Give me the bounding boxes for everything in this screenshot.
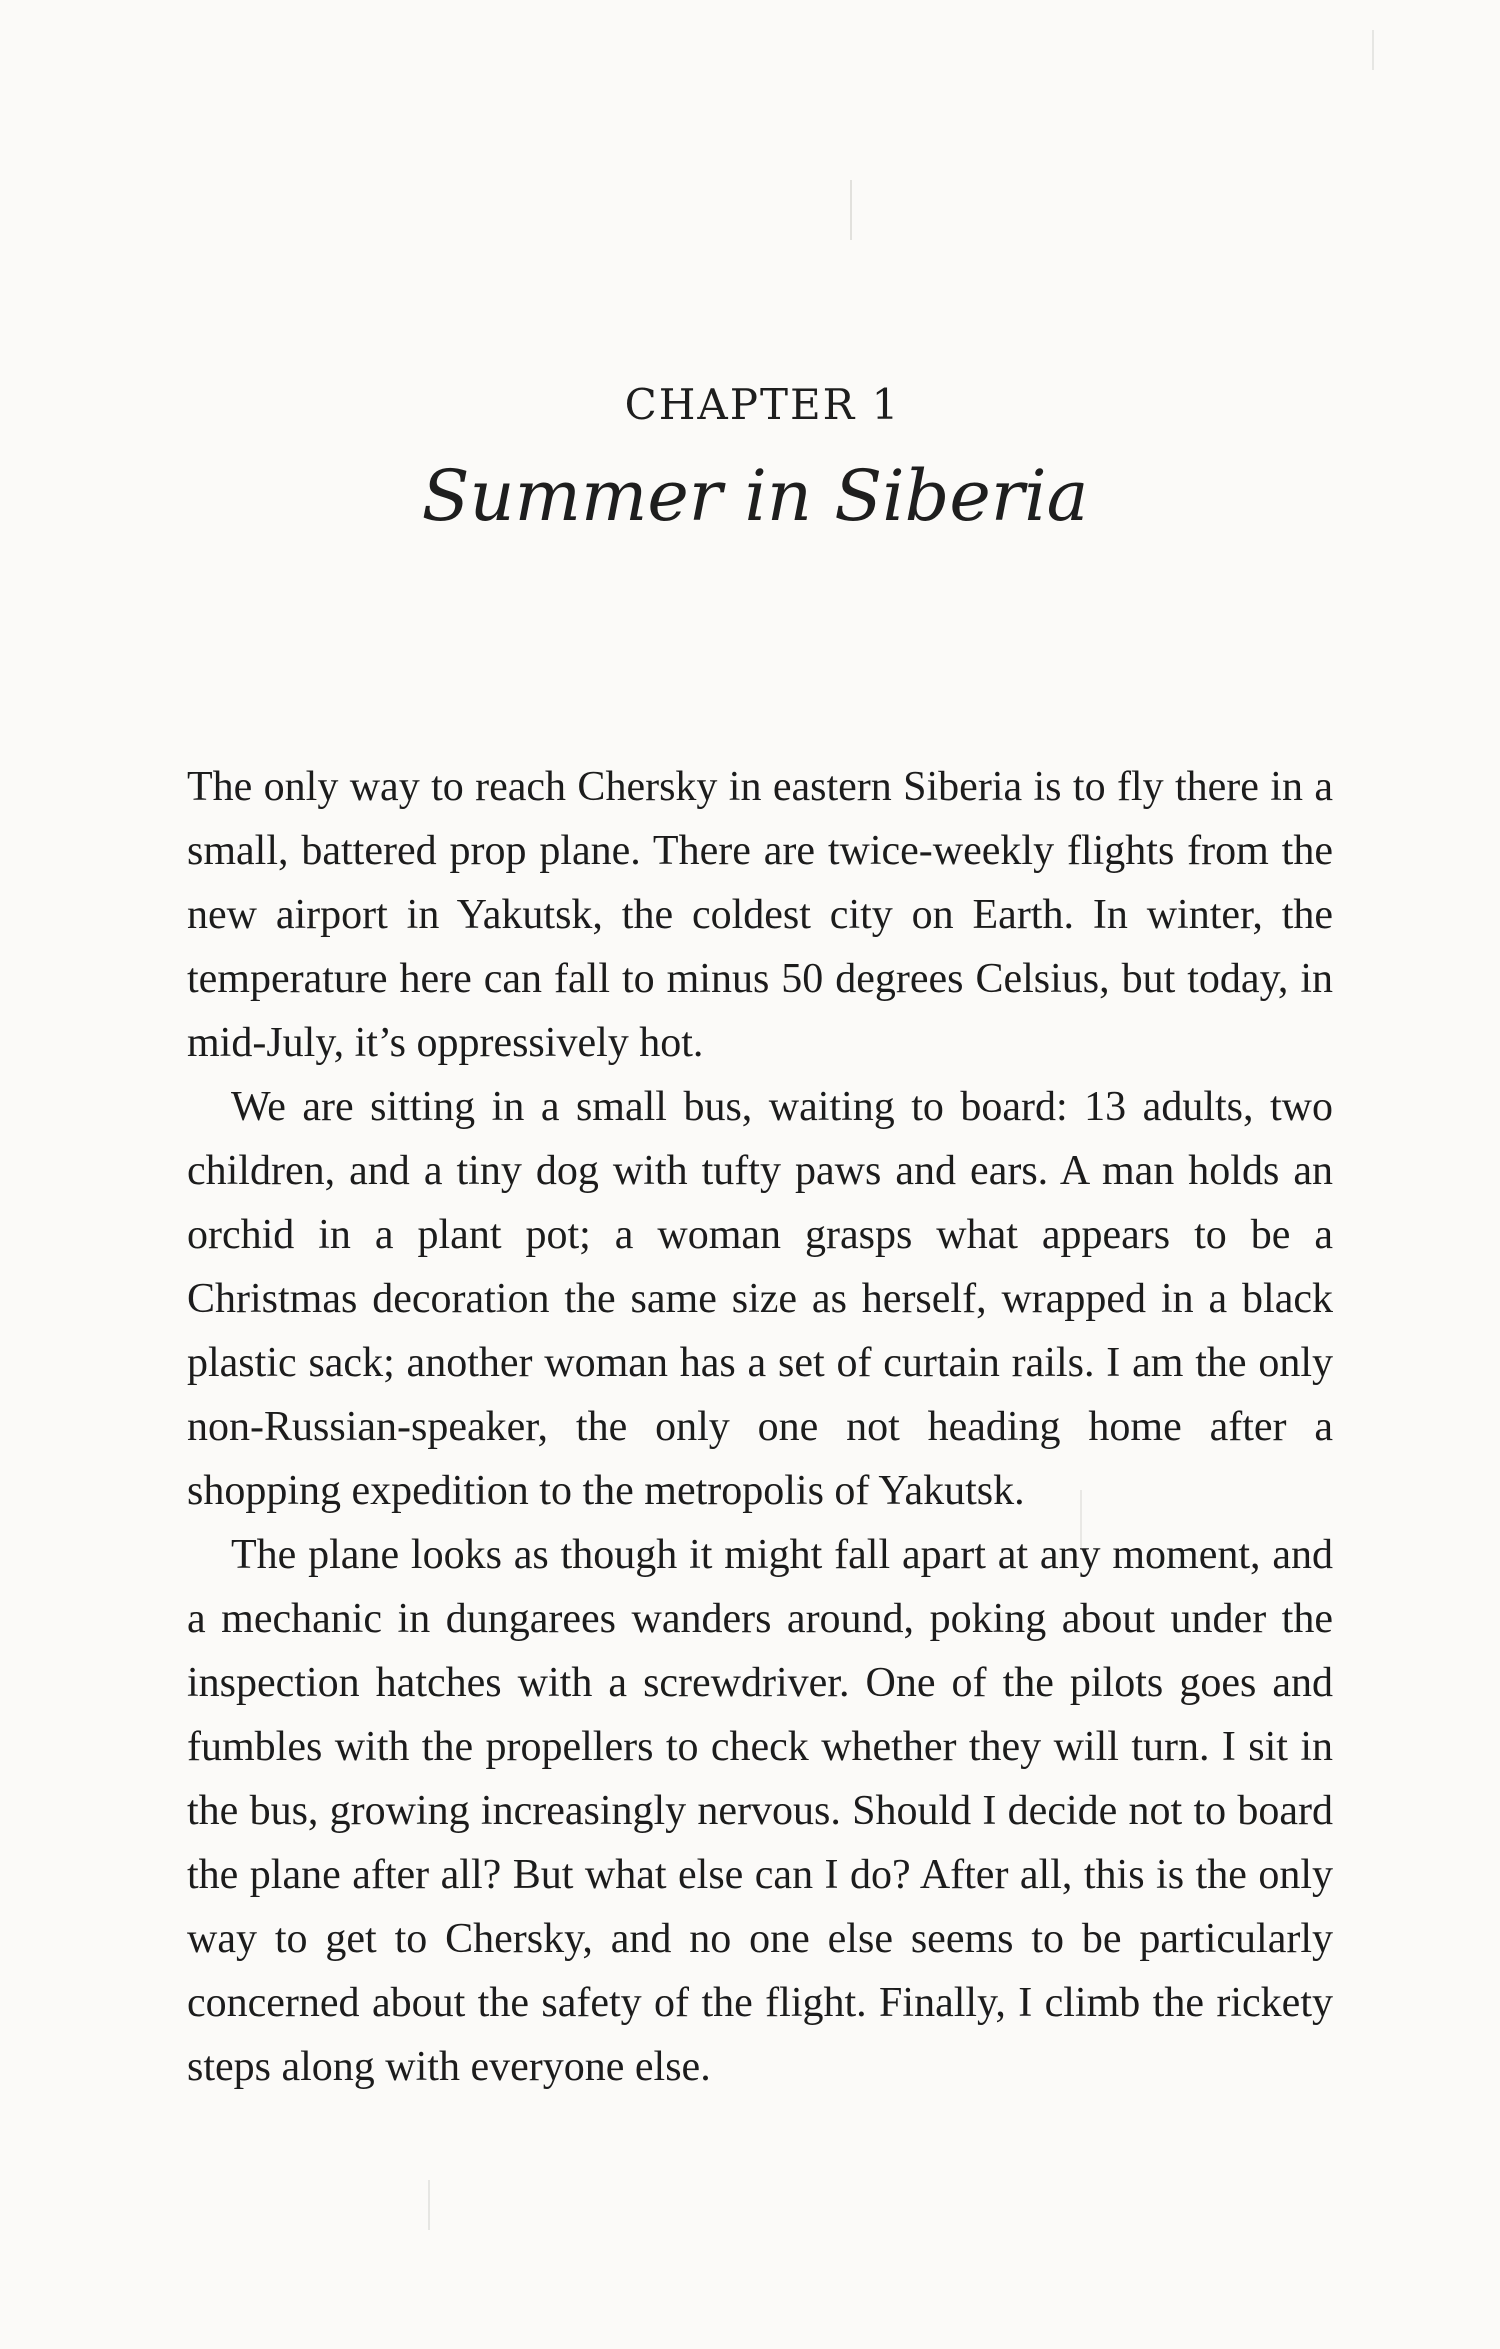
- scan-artifact: [428, 2180, 430, 2230]
- paragraph: We are sitting in a small bus, waiting to board: 13 adults, two children, and a tiny dog with tufty paws and ears. A man holds an orchid in a plant pot; a woman grasps what appears to be a Christmas decoration the same size as herself, wrapped in a black plastic sack; another woman has a set of curtain rails. I am the only non-Russian-speaker, the only one not heading home after a shopping expedition to the metropolis of Yakutsk.: [187, 1084, 1333, 1514]
- scan-artifact: [850, 180, 852, 240]
- scan-artifact: [1372, 30, 1374, 70]
- chapter-title: Summer in Siberia: [421, 455, 1089, 537]
- paragraph: The only way to reach Chersky in eastern Siberia is to fly there in a small, battered prop plane. There are twice-weekly flights from the new airport in Yakutsk, the coldest city on Earth. In winter, the temperature here can fall to minus 50 degrees Celsius, but today, in mid-July, it’s oppressively hot.: [187, 764, 1333, 1066]
- chapter-label: CHAPTER 1: [624, 380, 901, 429]
- chapter-body: [187, 755, 1333, 2099]
- paragraph: The plane looks as though it might fall apart at any moment, and a mechanic in dungarees wanders around, poking about under the inspection hatches with a screwdriver. One of the pilots goes and fumbles with the propellers to check whether they will turn. I sit in the bus, growing increasingly nervous. Should I decide not to board the plane after all? But what else can I do? After all, this is the only way to get to Chersky, and no one else seems to be particularly concerned about the safety of the flight. Finally, I climb the rickety steps along with everyone else.: [187, 1532, 1333, 2090]
